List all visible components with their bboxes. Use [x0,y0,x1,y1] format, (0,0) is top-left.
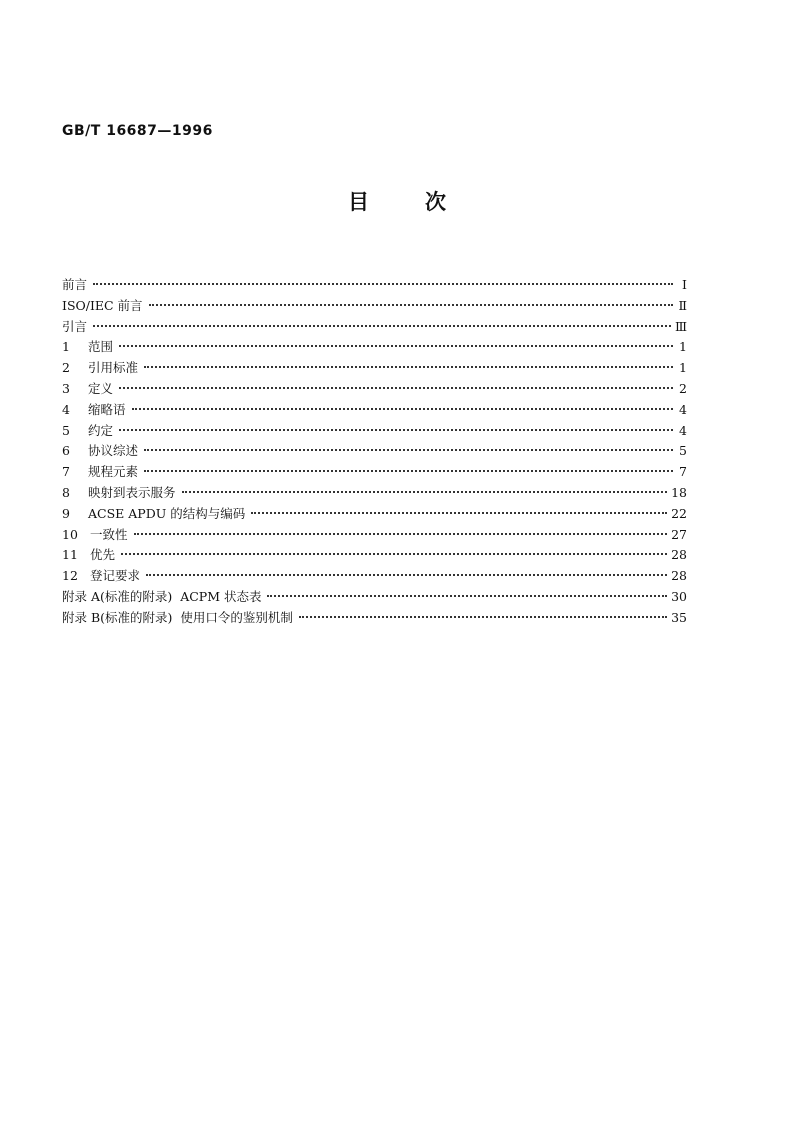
toc-leader-dots [119,429,673,431]
toc-leader-dots [144,366,673,368]
toc-item-foreword [62,275,687,296]
toc-item-number: 10 [62,526,78,542]
toc-item-iso-iec-foreword [62,296,687,317]
toc-item-definitions [62,379,687,400]
toc-item-label: 登记要求 [90,568,141,584]
toc-item-apdu-structure [62,504,687,525]
toc-leader-dots [144,449,673,451]
toc-leader-dots [149,304,673,306]
toc-leader-dots [119,387,673,389]
toc-item-protocol-overview [62,441,687,462]
toc-item-number: 6 [62,443,70,459]
toc-item-abbreviations [62,400,687,421]
toc-item-label: 附录 A(标准的附录) ACPM 状态表 [62,588,262,604]
toc-item-page: Ⅲ [674,318,687,334]
toc-item-page: 7 [679,464,687,480]
toc-leader-dots [146,574,667,576]
toc-item-number: 2 [62,360,70,376]
toc-item-page: 28 [671,547,687,563]
page-title [0,186,794,216]
toc-item-page: 28 [671,568,687,584]
toc-item-label: 约定 [88,422,114,438]
toc-item-conformance [62,525,687,546]
toc-item-precedence [62,545,687,566]
toc-item-page: Ⅱ [678,297,687,313]
toc-item-conventions [62,421,687,442]
toc-leader-dots [93,325,671,327]
toc-item-number: 9 [62,505,70,521]
table-of-contents [62,275,687,629]
toc-leader-dots [132,408,673,410]
toc-item-label: ACSE APDU 的结构与编码 [88,505,246,521]
toc-item-normative-references [62,358,687,379]
toc-item-label: 附录 B(标准的附录) 使用口令的鉴别机制 [62,609,293,625]
toc-leader-dots [121,553,667,555]
toc-leader-dots [299,616,667,618]
toc-item-number: 12 [62,568,78,584]
toc-leader-dots [93,283,673,285]
toc-item-number: 4 [62,401,70,417]
toc-item-label: 缩略语 [88,401,126,417]
title-char-2: 次 [425,190,446,214]
toc-item-number: 11 [62,547,78,563]
standard-number: GB/T 16687—1996 [62,123,213,139]
toc-item-label: 定义 [88,380,114,396]
toc-item-page: 18 [671,484,687,500]
toc-item-mapping-presentation [62,483,687,504]
toc-item-label: 一致性 [90,526,128,542]
toc-leader-dots [251,512,667,514]
toc-leader-dots [182,491,668,493]
toc-item-label: 引用标准 [88,360,139,376]
toc-leader-dots [134,533,668,535]
toc-item-page: 1 [679,360,687,376]
toc-item-number: 1 [62,339,70,355]
toc-item-number: 5 [62,422,70,438]
toc-item-page: 5 [679,443,687,459]
toc-item-label: 引言 [62,318,88,334]
toc-item-label: 范围 [88,339,114,355]
toc-item-label: 映射到表示服务 [88,484,176,500]
toc-item-page: 2 [679,380,687,396]
toc-item-page: 22 [671,505,687,521]
toc-item-annex-a [62,587,687,608]
title-char-1: 目 [348,190,369,214]
toc-item-label: 规程元素 [88,464,139,480]
toc-item-number: 3 [62,380,70,396]
toc-item-scope [62,337,687,358]
toc-item-label: ISO/IEC 前言 [62,297,143,313]
toc-item-page: 35 [671,609,687,625]
toc-item-page: 27 [671,526,687,542]
toc-item-page: Ⅰ [682,277,687,292]
toc-leader-dots [119,345,673,347]
toc-item-page: 30 [671,588,687,604]
toc-item-page: 4 [679,422,687,438]
toc-item-annex-b [62,608,687,629]
toc-leader-dots [144,470,673,472]
toc-item-label: 优先 [90,547,116,563]
toc-leader-dots [267,595,667,597]
toc-item-introduction [62,317,687,338]
toc-item-label: 前言 [62,277,88,292]
toc-item-page: 4 [679,401,687,417]
toc-item-page: 1 [679,339,687,355]
toc-item-label: 协议综述 [88,443,139,459]
toc-item-number: 8 [62,484,70,500]
toc-item-number: 7 [62,464,70,480]
toc-item-registration [62,566,687,587]
toc-item-procedure-elements [62,462,687,483]
